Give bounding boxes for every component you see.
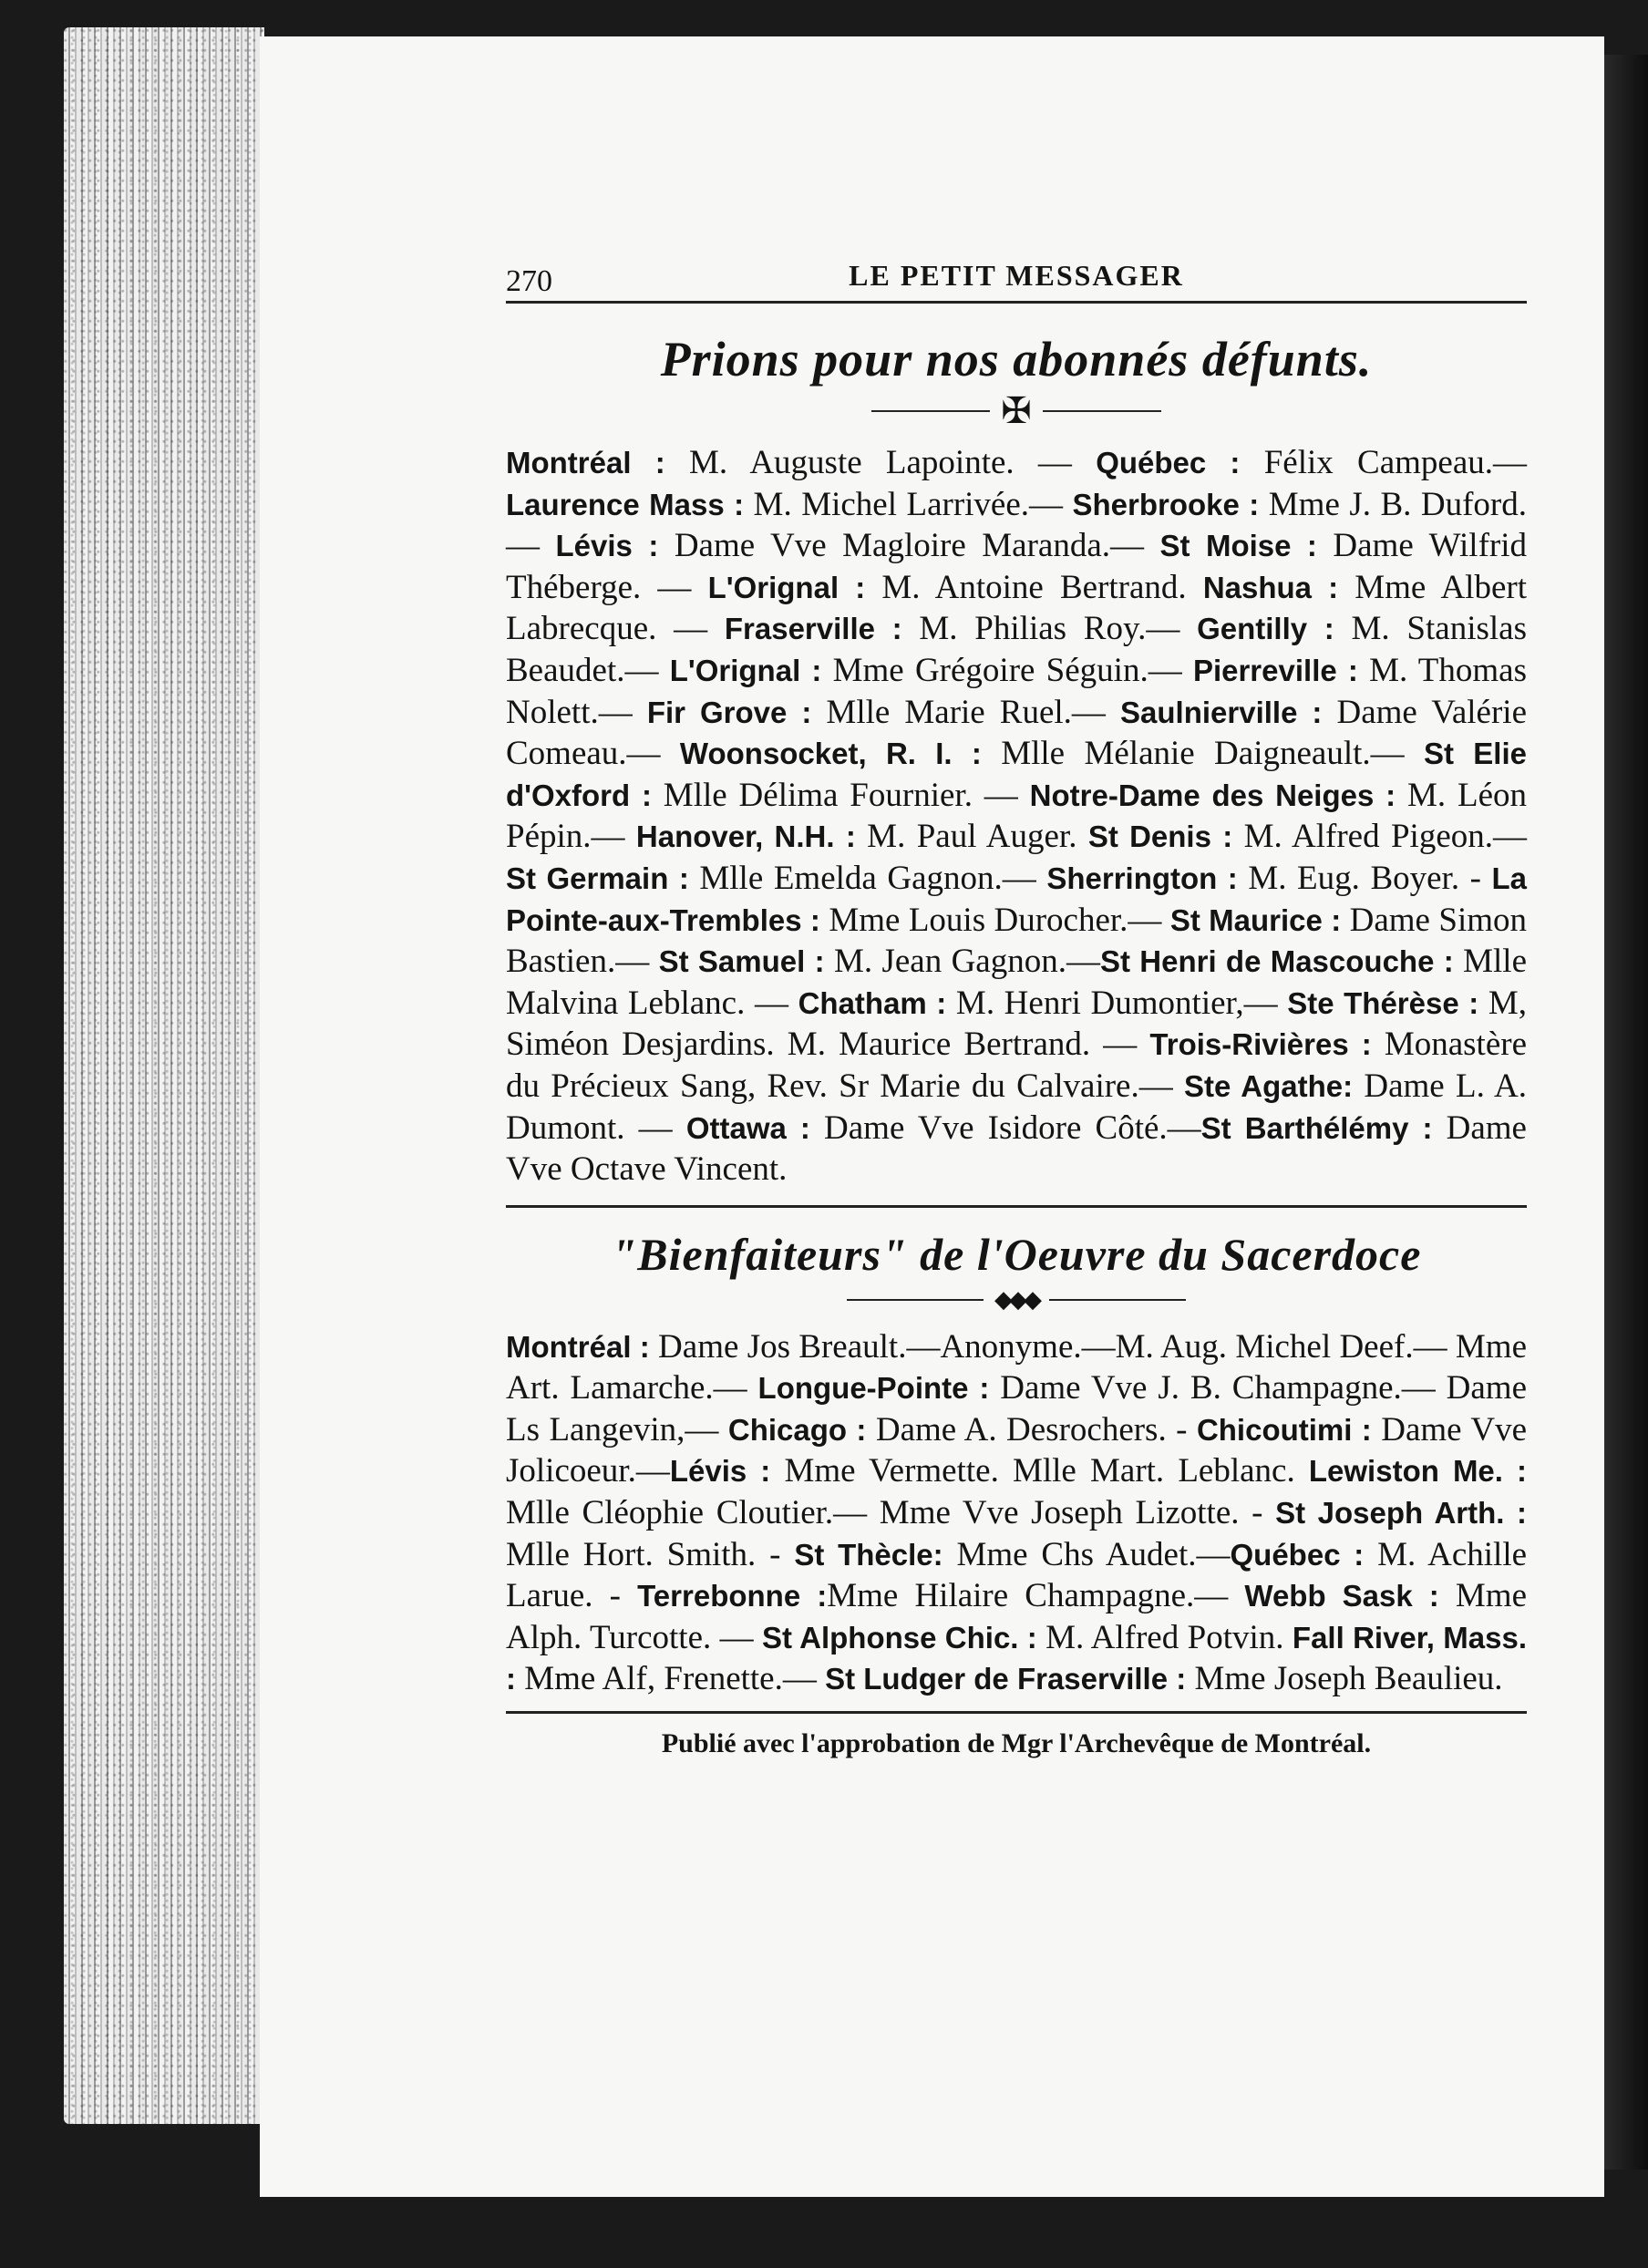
- entry-place: St Ludger de Fraserville :: [825, 1662, 1187, 1696]
- entry-text: Mlle Mélanie Daigneault.—: [981, 735, 1425, 773]
- entry-place: Longue-Pointe :: [757, 1371, 990, 1406]
- entry-text: Dame Vve Jolicoeur.—: [506, 1410, 1528, 1490]
- defunts-list: [506, 442, 1527, 1191]
- entry-place: Lewiston Me. :: [1308, 1454, 1528, 1489]
- entry-text: M. Achille Larue. -: [506, 1535, 1528, 1615]
- entry-place: Québec :: [1096, 446, 1241, 479]
- entry-text: Félix Campeau.—: [1240, 444, 1527, 481]
- entry-place: St Denis :: [1087, 820, 1233, 854]
- entry-text: Monastère du Précieux Sang, Rev. Sr Marie du Calvaire.—: [506, 1026, 1528, 1105]
- entry-place: L'Orignal :: [669, 653, 822, 687]
- entry-place: Pierreville :: [1192, 653, 1358, 687]
- entry-text: Mme J. B. Duford. —: [506, 485, 1527, 565]
- entry-place: St Barthélémy :: [1200, 1110, 1433, 1145]
- entry-place: Chicago :: [727, 1412, 867, 1447]
- entry-place: St Germain :: [506, 861, 689, 895]
- footer-divider: [506, 1711, 1527, 1714]
- entry-text: M. Alfred Pigeon.—: [1232, 818, 1527, 856]
- entry-text: Dame Wilfrid Théberge. —: [506, 527, 1527, 606]
- entry-text: Dame Vve Octave Vincent.: [506, 1108, 1527, 1189]
- entry-place: Notre-Dame des Neiges :: [1029, 778, 1396, 812]
- entry-text: M. Jean Gagnon.—: [824, 943, 1100, 981]
- entry-text: M. Alfred Potvin.: [1036, 1618, 1293, 1656]
- entry-place: Terrebonne :: [637, 1579, 828, 1613]
- entry-place: St Henri de Mascouche :: [1099, 944, 1454, 979]
- entry-place: Fraserville :: [724, 612, 902, 646]
- entry-place: Nashua :: [1202, 570, 1339, 604]
- entry-place: Trois-Rivières :: [1149, 1027, 1372, 1062]
- entry-place: St Elie d'Oxford :: [506, 737, 1527, 812]
- entry-place: St Joseph Arth. :: [1275, 1496, 1527, 1531]
- entry-text: Dame Jos Breault.—Anonyme.—M. Aug. Michel Deef.— Mme Art. Lamarche.—: [506, 1327, 1527, 1407]
- ornament-diamonds: [506, 1286, 1527, 1314]
- entry-text: Mlle Malvina Leblanc. —: [506, 943, 1527, 1022]
- entry-text: Dame Simon Bastien.—: [506, 901, 1528, 981]
- bienfaiteurs-list: [506, 1326, 1527, 1700]
- entry-text: Dame Vve Isidore Côté.—: [809, 1108, 1201, 1147]
- entry-place: L'Orignal :: [707, 570, 866, 604]
- entry-text: Dame A. Desrochers. -: [866, 1410, 1197, 1448]
- entry-text: Mlle Emelda Gagnon.—: [688, 859, 1047, 897]
- entry-place: Montréal :: [506, 446, 665, 479]
- entry-place: Sherrington :: [1046, 861, 1238, 895]
- entry-text: Dame Valérie Comeau.—: [506, 693, 1527, 773]
- maltese-cross-icon: ✠: [1001, 390, 1032, 431]
- entry-text: M. Léon Pépin.—: [506, 776, 1527, 856]
- ornament-line-left: [847, 1299, 984, 1301]
- entry-text: Mme Louis Durocher.—: [819, 901, 1170, 939]
- entry-place: Laurence Mass :: [506, 487, 745, 521]
- entry-place: Chatham :: [798, 985, 947, 1020]
- entry-place: Sherbrooke :: [1072, 487, 1260, 521]
- entry-place: St Moise :: [1159, 529, 1317, 563]
- entry-text: Mme Joseph Beaulieu.: [1186, 1660, 1503, 1698]
- entry-place: Québec :: [1230, 1537, 1365, 1572]
- entry-place: St Samuel :: [658, 944, 825, 979]
- entry-text: Mme Hilaire Champagne.—: [827, 1577, 1245, 1615]
- entry-text: M. Eug. Boyer. -: [1237, 859, 1492, 897]
- entry-place: St Alphonse Chic. :: [762, 1620, 1037, 1655]
- entry-text: Dame Vve J. B. Champagne.— Dame Ls Langevin,—: [506, 1369, 1527, 1448]
- section-title-defunts: Prions pour nos abonnés défunts.: [660, 332, 1373, 387]
- ornament-line-left: [871, 410, 990, 412]
- entry-place: Chicoutimi :: [1196, 1412, 1372, 1447]
- entry-text: M. Michel Larrivée.—: [744, 485, 1073, 523]
- approbation-footer: Publié avec l'approbation de Mgr l'Archevêque de Montréal.: [661, 1728, 1372, 1759]
- running-title: LE PETIT MESSAGER: [849, 259, 1184, 292]
- running-head: [506, 255, 1527, 304]
- ornament-cross: [506, 390, 1527, 431]
- entry-text: M. Antoine Bertrand.: [865, 568, 1203, 606]
- entry-place: Ste Agathe:: [1183, 1068, 1354, 1103]
- ornament-line-right: [1049, 1299, 1186, 1301]
- section-divider: [506, 1205, 1527, 1208]
- entry-text: M. Auguste Lapointe. —: [664, 444, 1097, 481]
- entry-text: M. Philias Roy.—: [901, 610, 1198, 648]
- entry-text: Mme Alf, Frenette.—: [516, 1660, 826, 1698]
- diamond-ornament-icon: ◆◆◆: [994, 1285, 1038, 1313]
- entry-place: Lévis :: [669, 1454, 771, 1489]
- entry-place: Ste Thérèse :: [1287, 985, 1479, 1020]
- entry-text: Dame Vve Magloire Maranda.—: [658, 527, 1160, 565]
- entry-place: Fall River, Mass. :: [506, 1620, 1527, 1696]
- entry-text: Mlle Hort. Smith. -: [506, 1535, 795, 1573]
- entry-text: M. Henri Dumontier,—: [946, 984, 1288, 1022]
- entry-text: Mme Alph. Turcotte. —: [506, 1577, 1528, 1656]
- entry-place: Gentilly :: [1197, 612, 1334, 646]
- entry-place: La Pointe-aux-Trembles :: [506, 861, 1528, 937]
- entry-text: M, Siméon Desjardins. M. Maurice Bertrand. —: [506, 984, 1528, 1064]
- entry-place: Hanover, N.H. :: [635, 820, 856, 854]
- page-number: 270: [506, 264, 552, 298]
- entry-text: Mlle Cléophie Cloutier.— Mme Vve Joseph Lizotte. -: [506, 1494, 1276, 1532]
- entry-text: M. Stanislas Beaudet.—: [506, 610, 1527, 689]
- ornament-line-right: [1043, 410, 1161, 412]
- entry-text: Mme Albert Labrecque. —: [506, 568, 1527, 648]
- entry-place: St Thècle:: [794, 1537, 943, 1572]
- entry-text: Mme Chs Audet.—: [942, 1535, 1231, 1573]
- entry-text: Mme Grégoire Séguin.—: [821, 651, 1193, 689]
- entry-place: Saulnierville :: [1120, 695, 1323, 729]
- entry-place: Ottawa :: [685, 1110, 810, 1145]
- entry-text: Mme Vermette. Mlle Mart. Leblanc.: [770, 1452, 1309, 1490]
- entry-place: Webb Sask :: [1244, 1579, 1439, 1613]
- page-content: [506, 255, 1527, 1759]
- entry-place: Lévis :: [555, 529, 659, 563]
- entry-text: M. Paul Auger.: [855, 818, 1088, 856]
- entry-place: Woonsocket, R. I. :: [679, 737, 982, 771]
- book-page-edges: [64, 27, 264, 2124]
- book-right-edge: [1604, 55, 1648, 2170]
- entry-place: Montréal :: [506, 1329, 650, 1364]
- section-title-bienfaiteurs: "Bienfaiteurs" de l'Oeuvre du Sacerdoce: [611, 1228, 1422, 1280]
- entry-place: Fir Grove :: [646, 695, 812, 729]
- entry-text: Dame L. A. Dumont. —: [506, 1067, 1528, 1147]
- entry-text: Mlle Délima Fournier. —: [651, 776, 1030, 814]
- entry-place: St Maurice :: [1169, 902, 1342, 937]
- entry-text: M. Thomas Nolett.—: [506, 651, 1528, 731]
- entry-text: Mlle Marie Ruel.—: [811, 693, 1120, 731]
